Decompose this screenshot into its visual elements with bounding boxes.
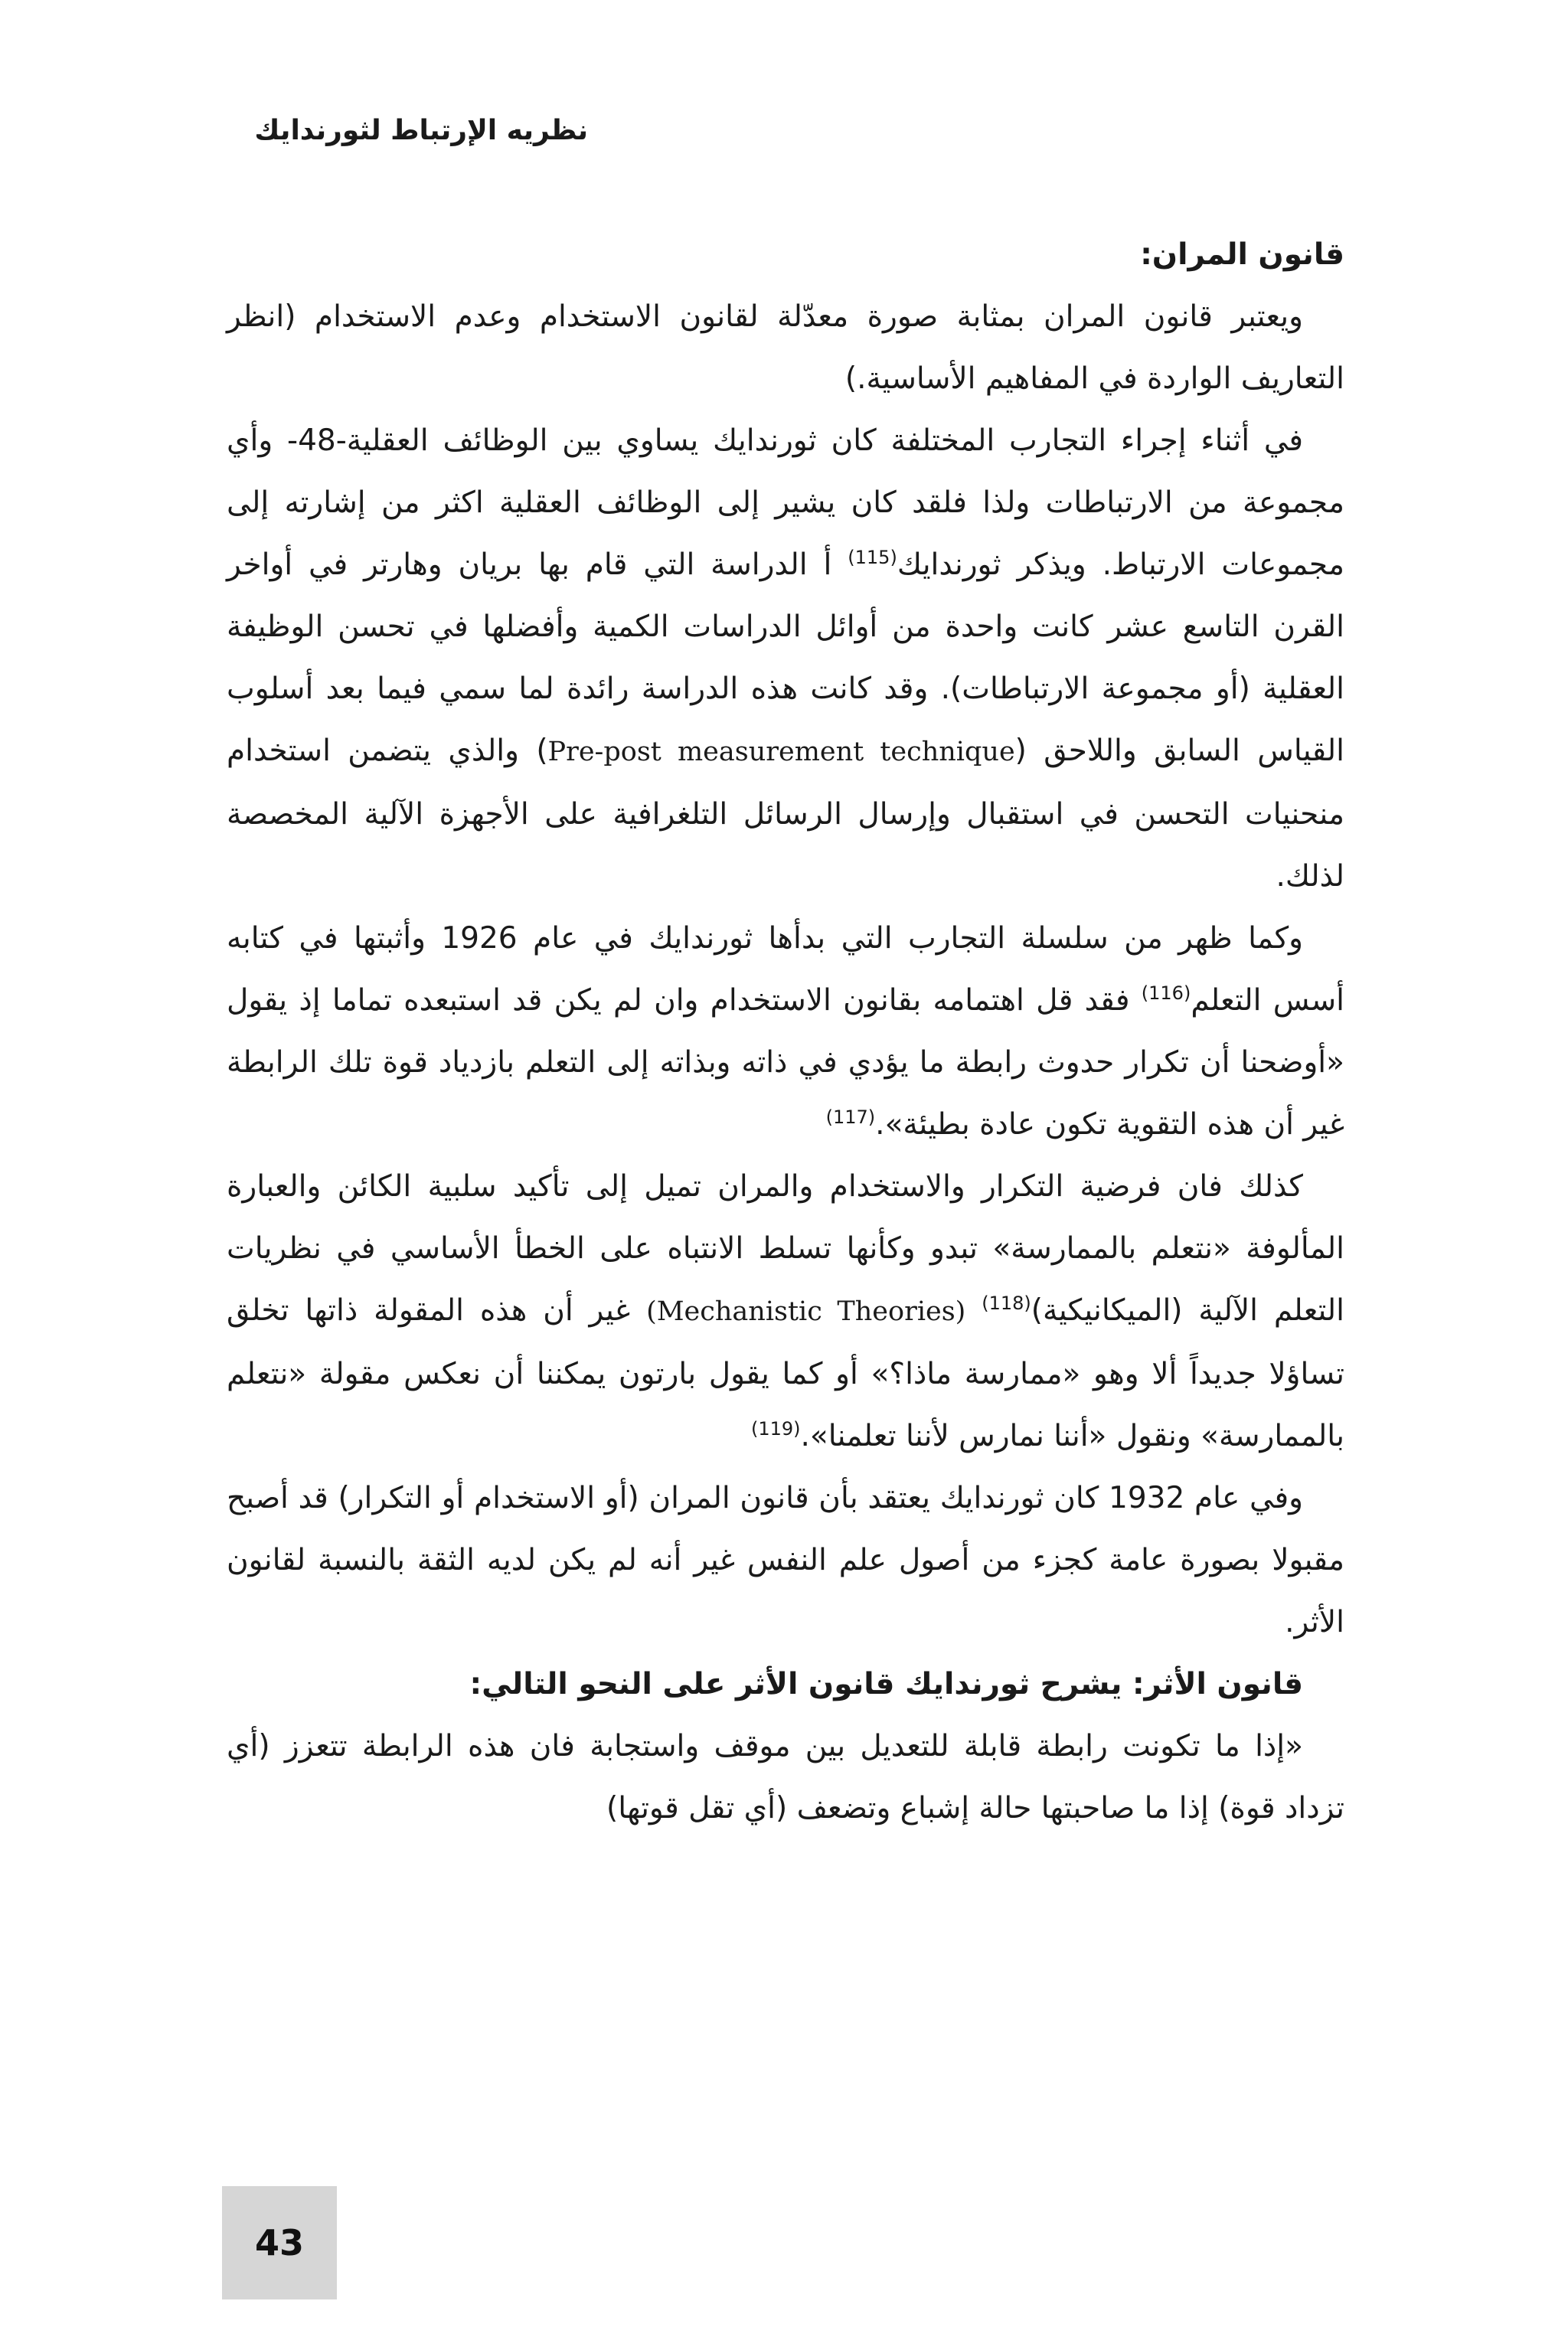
paragraph: «إذا ما تكونت رابطة قابلة للتعديل بين موقف واستجابة فان هذه الرابطة تتعزز (أي تزداد قوة) إذا ما صاحبتها حالة إشباع وتضعف (أي تقل قوتها) [227,1729,1344,1825]
latin-term: (Mechanistic Theories) [646,1296,966,1327]
paragraph: في أثناء إجراء التجارب المختلفة كان ثورندايك يساوي بين الوظائف العقلية-48- وأي مجموعة من الارتباطات ولذا فلقد كان يشير إلى الوظائف العقلية اكثر من إشارته إلى مجموعات الارتباط. ويذكر ثورندايك$^{(115)}$ أ الدراسة التي قام بها بريان وهارتر في أواخر القرن التاسع عشر كانت واحدة من أوائل الدراسات الكمية وأفضلها في تحسن الوظيفة العقلية (أو مجموعة الارتباطات). وقد كانت هذه الدراسة رائدة لما سمي فيما بعد أسلوب القياس السابق واللاحق (Pre-post measurement technique) والذي يتضمن استخدام منحنيات التحسن في استقبال وإرسال الرسائل التلغرافية على الأجهزة الآلية المخصصة لذلك. [227,423,1344,894]
page-number: 43 [222,2186,337,2299]
footnote-ref: (115) [848,547,897,568]
paragraph: وفي عام 1932 كان ثورندايك يعتقد بأن قانون المران (أو الاستخدام أو التكرار) قد أصبح مقبولا بصورة عامة كجزء من أصول علم النفس غير أنه لم يكن لديه الثقة بالنسبة لقانون الأثر. [227,1481,1344,1639]
body-text [227,224,1344,1839]
paragraph: ويعتبر قانون المران بمثابة صورة معدّلة لقانون الاستخدام وعدم الاستخدام (انظر التعاريف الواردة في المفاهيم الأساسية.) [227,299,1344,396]
footnote-ref: (117) [825,1106,876,1128]
paragraph: كذلك فان فرضية التكرار والاستخدام والمران تميل إلى تأكيد سلبية الكائن والعبارة المألوفة «نتعلم بالممارسة» تبدو وكأنها تسلط الانتباه على الخطأ الأساسي في نظريات التعلم الآلية (الميكانيكية)$^{(118)}$ (Mechanistic Theories) غير أن هذه المقولة ذاتها تخلق تساؤلا جديداً ألا وهو «ممارسة ماذا؟» أو كما يقول بارتون يمكننا أن نعكس مقولة «نتعلم بالممارسة» ونقول «أننا نمارس لأننا تعلمنا».$^{(119)}$ [227,1169,1344,1453]
running-header: نظريه الإرتباط لثورندايك [254,115,588,146]
footnote-ref: (118) [982,1293,1031,1314]
section-heading-practice-law: قانون المران: [1140,237,1344,272]
latin-term: Pre-post measurement technique [547,737,1015,767]
footnote-ref: (119) [750,1418,801,1440]
footnote-ref: (116) [1141,982,1191,1004]
paragraph: وكما ظهر من سلسلة التجارب التي بدأها ثورندايك في عام 1926 وأثبتها في كتابه أسس التعلم$^{(116)}$ فقد قل اهتمامه بقانون الاستخدام وان لم يكن قد استبعده تماما إذ يقول «أوضحنا أن تكرار حدوث رابطة ما يؤدي في ذاته وبذاته إلى التعلم بازدياد قوة تلك الرابطة غير أن هذه التقوية تكون عادة بطيئة».$^{(117)}$ [227,921,1344,1142]
section-heading-effect-law: قانون الأثر: يشرح ثورندايك قانون الأثر على النحو التالي: [469,1667,1303,1701]
